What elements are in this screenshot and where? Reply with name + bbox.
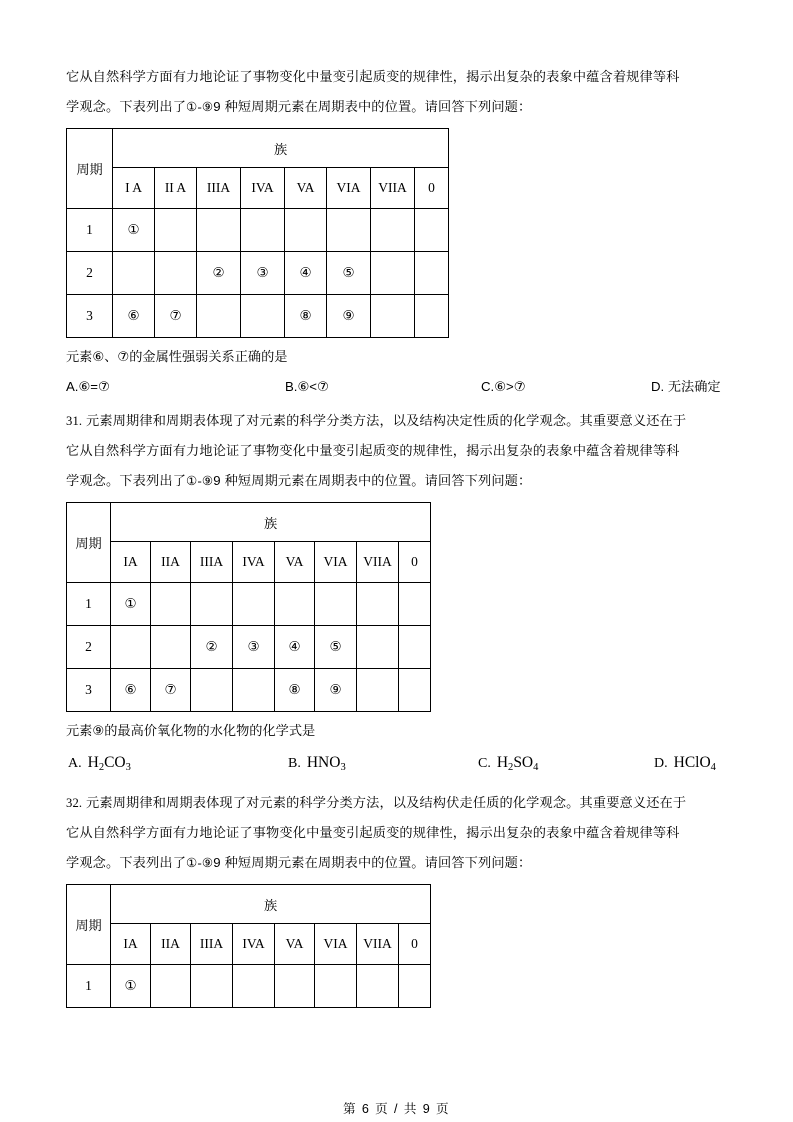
q30-option-a-label: A.	[66, 379, 79, 394]
q30-body-line-2	[66, 92, 728, 122]
q31-option-b-formula: $HNO_3$	[306, 754, 346, 773]
t2-group-2: IIA	[151, 542, 191, 583]
q31-element-range: ①-⑨	[186, 474, 214, 488]
table-row	[67, 209, 449, 252]
t2-r1-c7	[357, 583, 399, 626]
q31-body-line-1: 它从自然科学方面有力地论证了事物变化中量变引起质变的规律性，揭示出复杂的表象中蕴含着规律等科	[66, 443, 680, 458]
periodic-table-1-wrapper	[66, 128, 728, 338]
question-30-block	[66, 62, 728, 402]
t1-group-2: II A	[155, 168, 197, 209]
q30-element-range: ①-⑨	[186, 100, 214, 114]
q30-body-pre: 学观念。下表列出了	[66, 99, 187, 114]
t3-group-2: IIA	[151, 924, 191, 965]
t3-r1-c8	[399, 965, 431, 1008]
periodic-table-3	[66, 884, 431, 1008]
table-row	[67, 669, 431, 712]
t1-group-3: IIIA	[197, 168, 241, 209]
q30-option-a-text: ⑥=⑦	[78, 379, 110, 394]
t2-group-4: IVA	[233, 542, 275, 583]
t1-group-7: VIIA	[371, 168, 415, 209]
periodic-table-3-wrapper	[66, 884, 728, 1008]
t2-r3-c5: ⑧	[275, 669, 315, 712]
t1-group-5: VA	[285, 168, 327, 209]
t2-r1-c3	[191, 583, 233, 626]
t2-r2-c6: ⑤	[315, 626, 357, 669]
q30-option-b-label: B.	[285, 379, 298, 394]
t2-r1-c4	[233, 583, 275, 626]
q31-option-b[interactable]	[288, 746, 346, 785]
q30-options	[66, 372, 728, 402]
t1-r1-c7	[371, 209, 415, 252]
t1-r1-c8	[415, 209, 449, 252]
q30-prompt: 元素⑥、⑦的金属性强弱关系正确的是	[66, 349, 288, 364]
t1-period-header: 周期	[67, 129, 113, 209]
q31-stem-line	[66, 406, 728, 436]
q31-body-line-2	[66, 466, 728, 496]
t2-r1-c8	[399, 583, 431, 626]
q32-stem: 元素周期律和周期表体现了对元素的科学分类方法，以及结构伏走任质的化学观念。其重要意义还在于	[86, 795, 687, 810]
q32-body-line-1: 它从自然科学方面有力地论证了事物变化中量变引起质变的规律性，揭示出复杂的表象中蕴含着规律等科	[66, 825, 680, 840]
t1-group-header: 族	[113, 129, 449, 168]
t2-group-0: 0	[399, 542, 431, 583]
table-row	[67, 626, 431, 669]
q31-stem: 元素周期律和周期表体现了对元素的科学分类方法，以及结构决定性质的化学观念。其重要意义还在于	[86, 413, 687, 428]
q31-option-a-formula: $H_2CO_3$	[87, 754, 131, 773]
t2-r1-c2	[151, 583, 191, 626]
t1-group-0: 0	[415, 168, 449, 209]
t1-r1-c3	[197, 209, 241, 252]
q31-option-d-formula: HClO$_4$	[673, 754, 716, 773]
t2-period-header: 周期	[67, 503, 111, 583]
page-content	[66, 62, 728, 1012]
q31-option-d[interactable]	[654, 746, 716, 785]
t2-r3-c1: ⑥	[111, 669, 151, 712]
t2-r3-c7	[357, 669, 399, 712]
t1-r2-c8	[415, 252, 449, 295]
q30-option-c-label: C.	[481, 379, 495, 394]
t1-r2-c7	[371, 252, 415, 295]
t1-r1-c5	[285, 209, 327, 252]
t3-group-6: VIA	[315, 924, 357, 965]
t1-r3-c6: ⑨	[327, 295, 371, 338]
t3-group-header: 族	[111, 885, 431, 924]
q31-body-post: 9 种短周期元素在周期表中的位置。请回答下列问题：	[213, 473, 532, 488]
q31-body-pre: 学观念。下表列出了	[66, 473, 187, 488]
t2-r2-c8	[399, 626, 431, 669]
q30-option-d-text: 无法确定	[667, 379, 721, 394]
t1-group-4: IVA	[241, 168, 285, 209]
t1-row3-period: 3	[67, 295, 113, 338]
t1-group-1: I A	[113, 168, 155, 209]
t2-group-1: IA	[111, 542, 151, 583]
t3-group-0: 0	[399, 924, 431, 965]
t2-r3-c3	[191, 669, 233, 712]
t1-r3-c1: ⑥	[113, 295, 155, 338]
q30-option-d-label: D.	[651, 379, 665, 394]
t2-r2-c7	[357, 626, 399, 669]
t2-group-5: VA	[275, 542, 315, 583]
question-32-block	[66, 788, 728, 1008]
q32-element-range: ①-⑨	[186, 856, 214, 870]
t3-group-5: VA	[275, 924, 315, 965]
q30-option-a[interactable]	[66, 372, 110, 402]
t2-r2-c3: ②	[191, 626, 233, 669]
q32-number: 32.	[66, 796, 83, 810]
t1-r2-c2	[155, 252, 197, 295]
q31-options	[66, 746, 728, 780]
periodic-table-1	[66, 128, 449, 338]
q31-prompt: 元素⑨的最高价氧化物的水化物的化学式是	[66, 723, 316, 738]
t2-r3-c8	[399, 669, 431, 712]
q30-body-line-1: 它从自然科学方面有力地论证了事物变化中量变引起质变的规律性，揭示出复杂的表象中蕴含着规律等科	[66, 69, 680, 84]
t3-r1-c1: ①	[111, 965, 151, 1008]
t1-r3-c2: ⑦	[155, 295, 197, 338]
periodic-table-2-wrapper	[66, 502, 728, 712]
table-row	[67, 252, 449, 295]
periodic-table-2	[66, 502, 431, 712]
table-row	[67, 129, 449, 168]
t1-r2-c1	[113, 252, 155, 295]
t1-r3-c8	[415, 295, 449, 338]
t1-r3-c5: ⑧	[285, 295, 327, 338]
q31-option-b-label: B.	[288, 756, 301, 771]
t1-r2-c6: ⑤	[327, 252, 371, 295]
t1-r3-c7	[371, 295, 415, 338]
t2-r2-c5: ④	[275, 626, 315, 669]
table-row	[67, 924, 431, 965]
q30-option-c[interactable]	[481, 372, 526, 402]
t1-row2-period: 2	[67, 252, 113, 295]
q30-option-c-text: ⑥>⑦	[494, 379, 526, 394]
q30-body-post: 9 种短周期元素在周期表中的位置。请回答下列问题：	[213, 99, 532, 114]
t3-r1-c5	[275, 965, 315, 1008]
q30-option-b-text: ⑥<⑦	[297, 379, 329, 394]
t3-r1-c6	[315, 965, 357, 1008]
t3-r1-c3	[191, 965, 233, 1008]
t2-r2-c1	[111, 626, 151, 669]
table-row	[67, 503, 431, 542]
t3-group-1: IA	[111, 924, 151, 965]
t1-row1-period: 1	[67, 209, 113, 252]
t2-r1-c6	[315, 583, 357, 626]
t1-r1-c1: ①	[113, 209, 155, 252]
question-31-block	[66, 406, 728, 780]
table-row	[67, 295, 449, 338]
t1-r1-c6	[327, 209, 371, 252]
table-row	[67, 885, 431, 924]
t2-r3-c6: ⑨	[315, 669, 357, 712]
t3-row1-period: 1	[67, 965, 111, 1008]
t2-row2-period: 2	[67, 626, 111, 669]
q32-body-line-2	[66, 848, 728, 878]
t2-group-header: 族	[111, 503, 431, 542]
t2-r2-c2	[151, 626, 191, 669]
t2-group-6: VIA	[315, 542, 357, 583]
t2-r3-c2: ⑦	[151, 669, 191, 712]
t1-r1-c4	[241, 209, 285, 252]
q31-number: 31.	[66, 414, 83, 428]
table-row	[67, 965, 431, 1008]
t1-r2-c5: ④	[285, 252, 327, 295]
t3-r1-c4	[233, 965, 275, 1008]
t2-r1-c1: ①	[111, 583, 151, 626]
t3-group-7: VIIA	[357, 924, 399, 965]
t3-group-4: IVA	[233, 924, 275, 965]
page-footer: 第 6 页 / 共 9 页	[342, 1102, 451, 1116]
t2-group-7: VIIA	[357, 542, 399, 583]
t3-group-3: IIIA	[191, 924, 233, 965]
t1-r3-c4	[241, 295, 285, 338]
q31-option-c[interactable]	[478, 746, 538, 785]
table-row	[67, 168, 449, 209]
q31-option-c-label: C.	[478, 756, 491, 771]
q30-option-d[interactable]	[651, 372, 721, 402]
t3-r1-c7	[357, 965, 399, 1008]
table-row	[67, 542, 431, 583]
t3-period-header: 周期	[67, 885, 111, 965]
t2-r1-c5	[275, 583, 315, 626]
t2-r2-c4: ③	[233, 626, 275, 669]
t1-r2-c4: ③	[241, 252, 285, 295]
t1-r1-c2	[155, 209, 197, 252]
q32-body-post: 9 种短周期元素在周期表中的位置。请回答下列问题：	[213, 855, 532, 870]
q32-stem-line	[66, 788, 728, 818]
t2-r3-c4	[233, 669, 275, 712]
t1-r2-c3: ②	[197, 252, 241, 295]
t2-group-3: IIIA	[191, 542, 233, 583]
t2-row3-period: 3	[67, 669, 111, 712]
table-row	[67, 583, 431, 626]
q31-option-a[interactable]	[68, 746, 131, 785]
t1-r3-c3	[197, 295, 241, 338]
t3-r1-c2	[151, 965, 191, 1008]
t1-group-6: VIA	[327, 168, 371, 209]
t2-row1-period: 1	[67, 583, 111, 626]
q30-option-b[interactable]	[285, 372, 329, 402]
q31-option-a-label: A.	[68, 756, 82, 771]
q31-option-c-formula: $H_2SO_4$	[496, 754, 539, 773]
q31-option-d-label: D.	[654, 756, 668, 771]
q32-body-pre: 学观念。下表列出了	[66, 855, 187, 870]
